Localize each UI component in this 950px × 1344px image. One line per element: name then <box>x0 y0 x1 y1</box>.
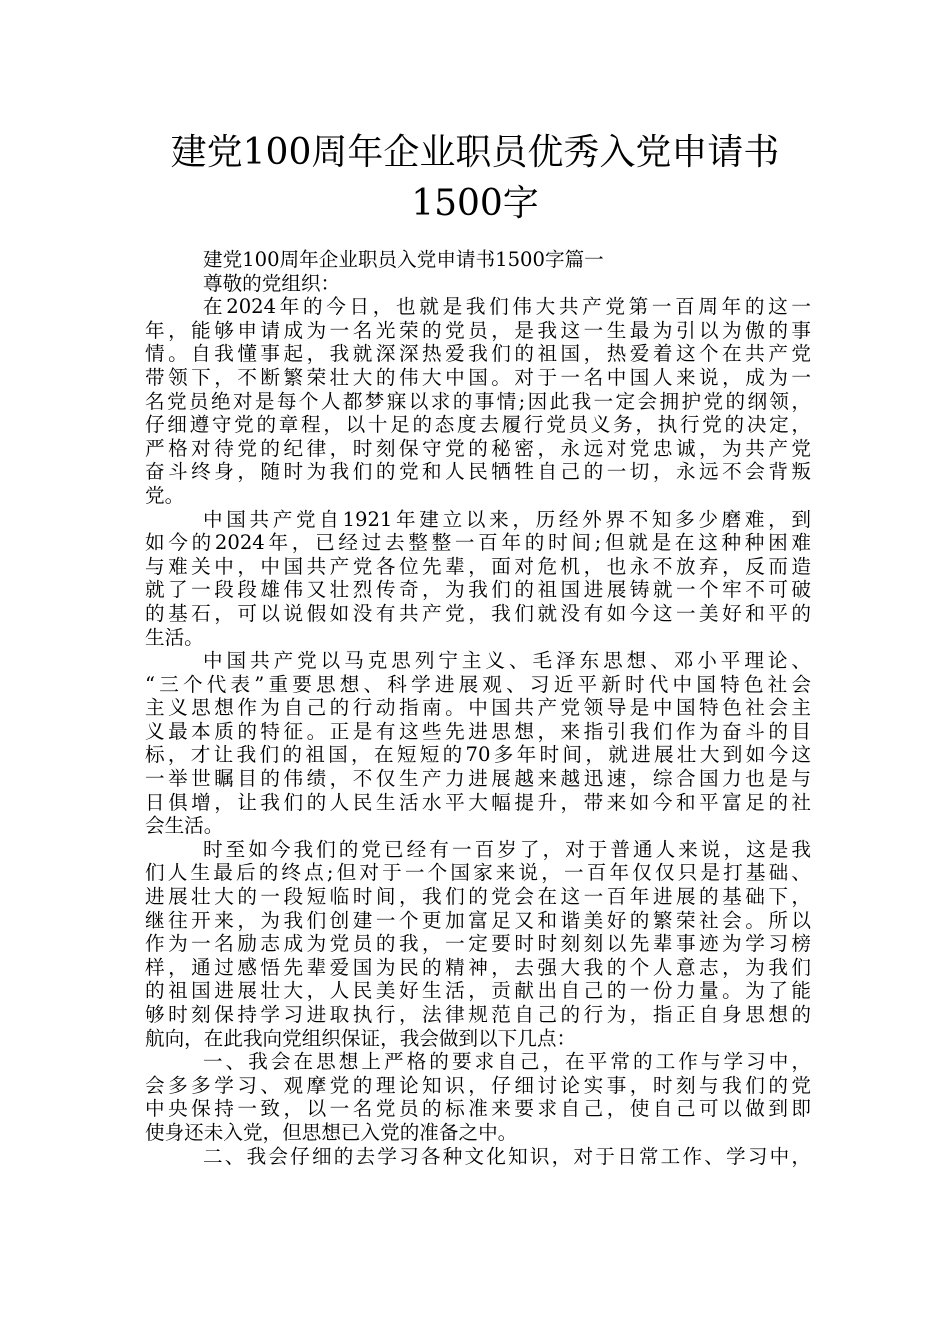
paragraph-line: 中央保持一致，以一名党员的标准来要求自己，使自己可以做到即 <box>145 1097 811 1121</box>
document-title: 建党100周年企业职员优秀入党申请书 <box>170 132 780 173</box>
paragraph-line: 够时刻保持学习进取执行，法律规范自己的行为，指正自身思想的 <box>145 1003 811 1026</box>
paragraph-line: 带领下，不断繁荣壮大的伟大中国。对于一名中国人来说，成为一 <box>145 365 811 389</box>
paragraph-line: 在2024年的今日，也就是我们伟大共产党第一百周年的这一 <box>203 295 811 319</box>
paragraph-line: 日俱增，让我们的人民生活水平大幅提升，带来如今和平富足的社 <box>145 790 811 814</box>
paragraph-line: 党。 <box>145 483 185 507</box>
salutation: 尊敬的党组织： <box>203 271 341 295</box>
paragraph-line: 时至如今我们的党已经有一百岁了，对于普通人来说，这是我 <box>203 837 811 861</box>
paragraph-line: 情。自我懂事起，我就深深热爱我们的祖国，热爱着这个在共产党 <box>145 342 811 366</box>
paragraph-line: 二、我会仔细的去学习各种文化知识，对于日常工作、学习中， <box>203 1144 811 1168</box>
paragraph-line: 的基石，可以说假如没有共产党，我们就没有如今这一美好和平的 <box>145 601 811 625</box>
document-body <box>145 248 811 1168</box>
paragraph-line: 如今的2024年，已经过去整整一百年的时间;但就是在这种种困难 <box>145 531 811 555</box>
paragraph-line: 义最本质的特征。正是有这些先进思想，来指引我们作为奋斗的目 <box>145 719 811 743</box>
paragraph-line: 会多多学习、观摩党的理论知识，仔细讨论实事，时刻与我们的党 <box>145 1073 811 1097</box>
paragraph-line: 会生活。 <box>145 814 224 838</box>
paragraph-line: 中国共产党以马克思列宁主义、毛泽东思想、邓小平理论、 <box>203 649 811 673</box>
paragraph-line: 航向，在此我向党组织保证，我会做到以下几点： <box>145 1026 577 1050</box>
paragraph-line: 生活。 <box>145 625 204 649</box>
paragraph-line: 仔细遵守党的章程，以十足的态度去履行党员义务，执行党的决定， <box>145 413 811 437</box>
paragraph-line: 一、我会在思想上严格的要求自己，在平常的工作与学习中， <box>203 1050 811 1074</box>
paragraph-line: “三个代表”重要思想、科学进展观、习近平新时代中国特色社会 <box>145 672 811 696</box>
paragraph-line: 进展壮大的一段短临时间，我们的党会在这一百年进展的基础下， <box>145 885 811 909</box>
paragraph-line: 标，才让我们的祖国，在短短的70多年时间，就进展壮大到如今这 <box>145 743 811 767</box>
paragraph-line: 继往开来，为我们创建一个更加富足又和谐美好的繁荣社会。所以 <box>145 908 811 932</box>
section-heading: 建党100周年企业职员入党申请书1500字篇一 <box>203 248 604 271</box>
paragraph-line: 与难关中，中国共产党各位先辈，面对危机，也永不放弃，反而造 <box>145 554 811 578</box>
paragraph-line: 主义思想作为自己的行动指南。中国共产党领导是中国特色社会主 <box>145 696 811 720</box>
paragraph-line: 作为一名励志成为党员的我，一定要时时刻刻以先辈事迹为学习榜 <box>145 932 811 956</box>
paragraph-line: 年，能够申请成为一名光荣的党员，是我这一生最为引以为傲的事 <box>145 318 811 342</box>
paragraph-line: 样，通过感悟先辈爱国为民的精神，去强大我的个人意志，为我们 <box>145 955 811 979</box>
paragraph-line: 一举世瞩目的伟绩，不仅生产力进展越来越迅速，综合国力也是与 <box>145 767 811 791</box>
paragraph-line: 们人生最后的终点;但对于一个国家来说，一百年仅仅只是打基础、 <box>145 861 811 885</box>
paragraph-line: 使身还未入党，但思想已入党的准备之中。 <box>145 1120 518 1144</box>
paragraph-line: 就了一段段雄伟又壮烈传奇，为我们的祖国进展铸就一个牢不可破 <box>145 578 811 602</box>
paragraph-line: 严格对待党的纪律，时刻保守党的秘密，永远对党忠诚，为共产党 <box>145 436 811 460</box>
paragraph-line: 的祖国进展壮大，人民美好生活，贡献出自己的一份力量。为了能 <box>145 979 811 1003</box>
paragraph-line: 名党员绝对是每个人都梦寐以求的事情;因此我一定会拥护党的纲领， <box>145 389 811 413</box>
paragraph-line: 中国共产党自1921年建立以来，历经外界不知多少磨难，到 <box>203 507 811 531</box>
document-title-line2: 1500字 <box>411 183 539 224</box>
paragraph-line: 奋斗终身，随时为我们的党和人民牺牲自己的一切，永远不会背叛 <box>145 460 811 484</box>
